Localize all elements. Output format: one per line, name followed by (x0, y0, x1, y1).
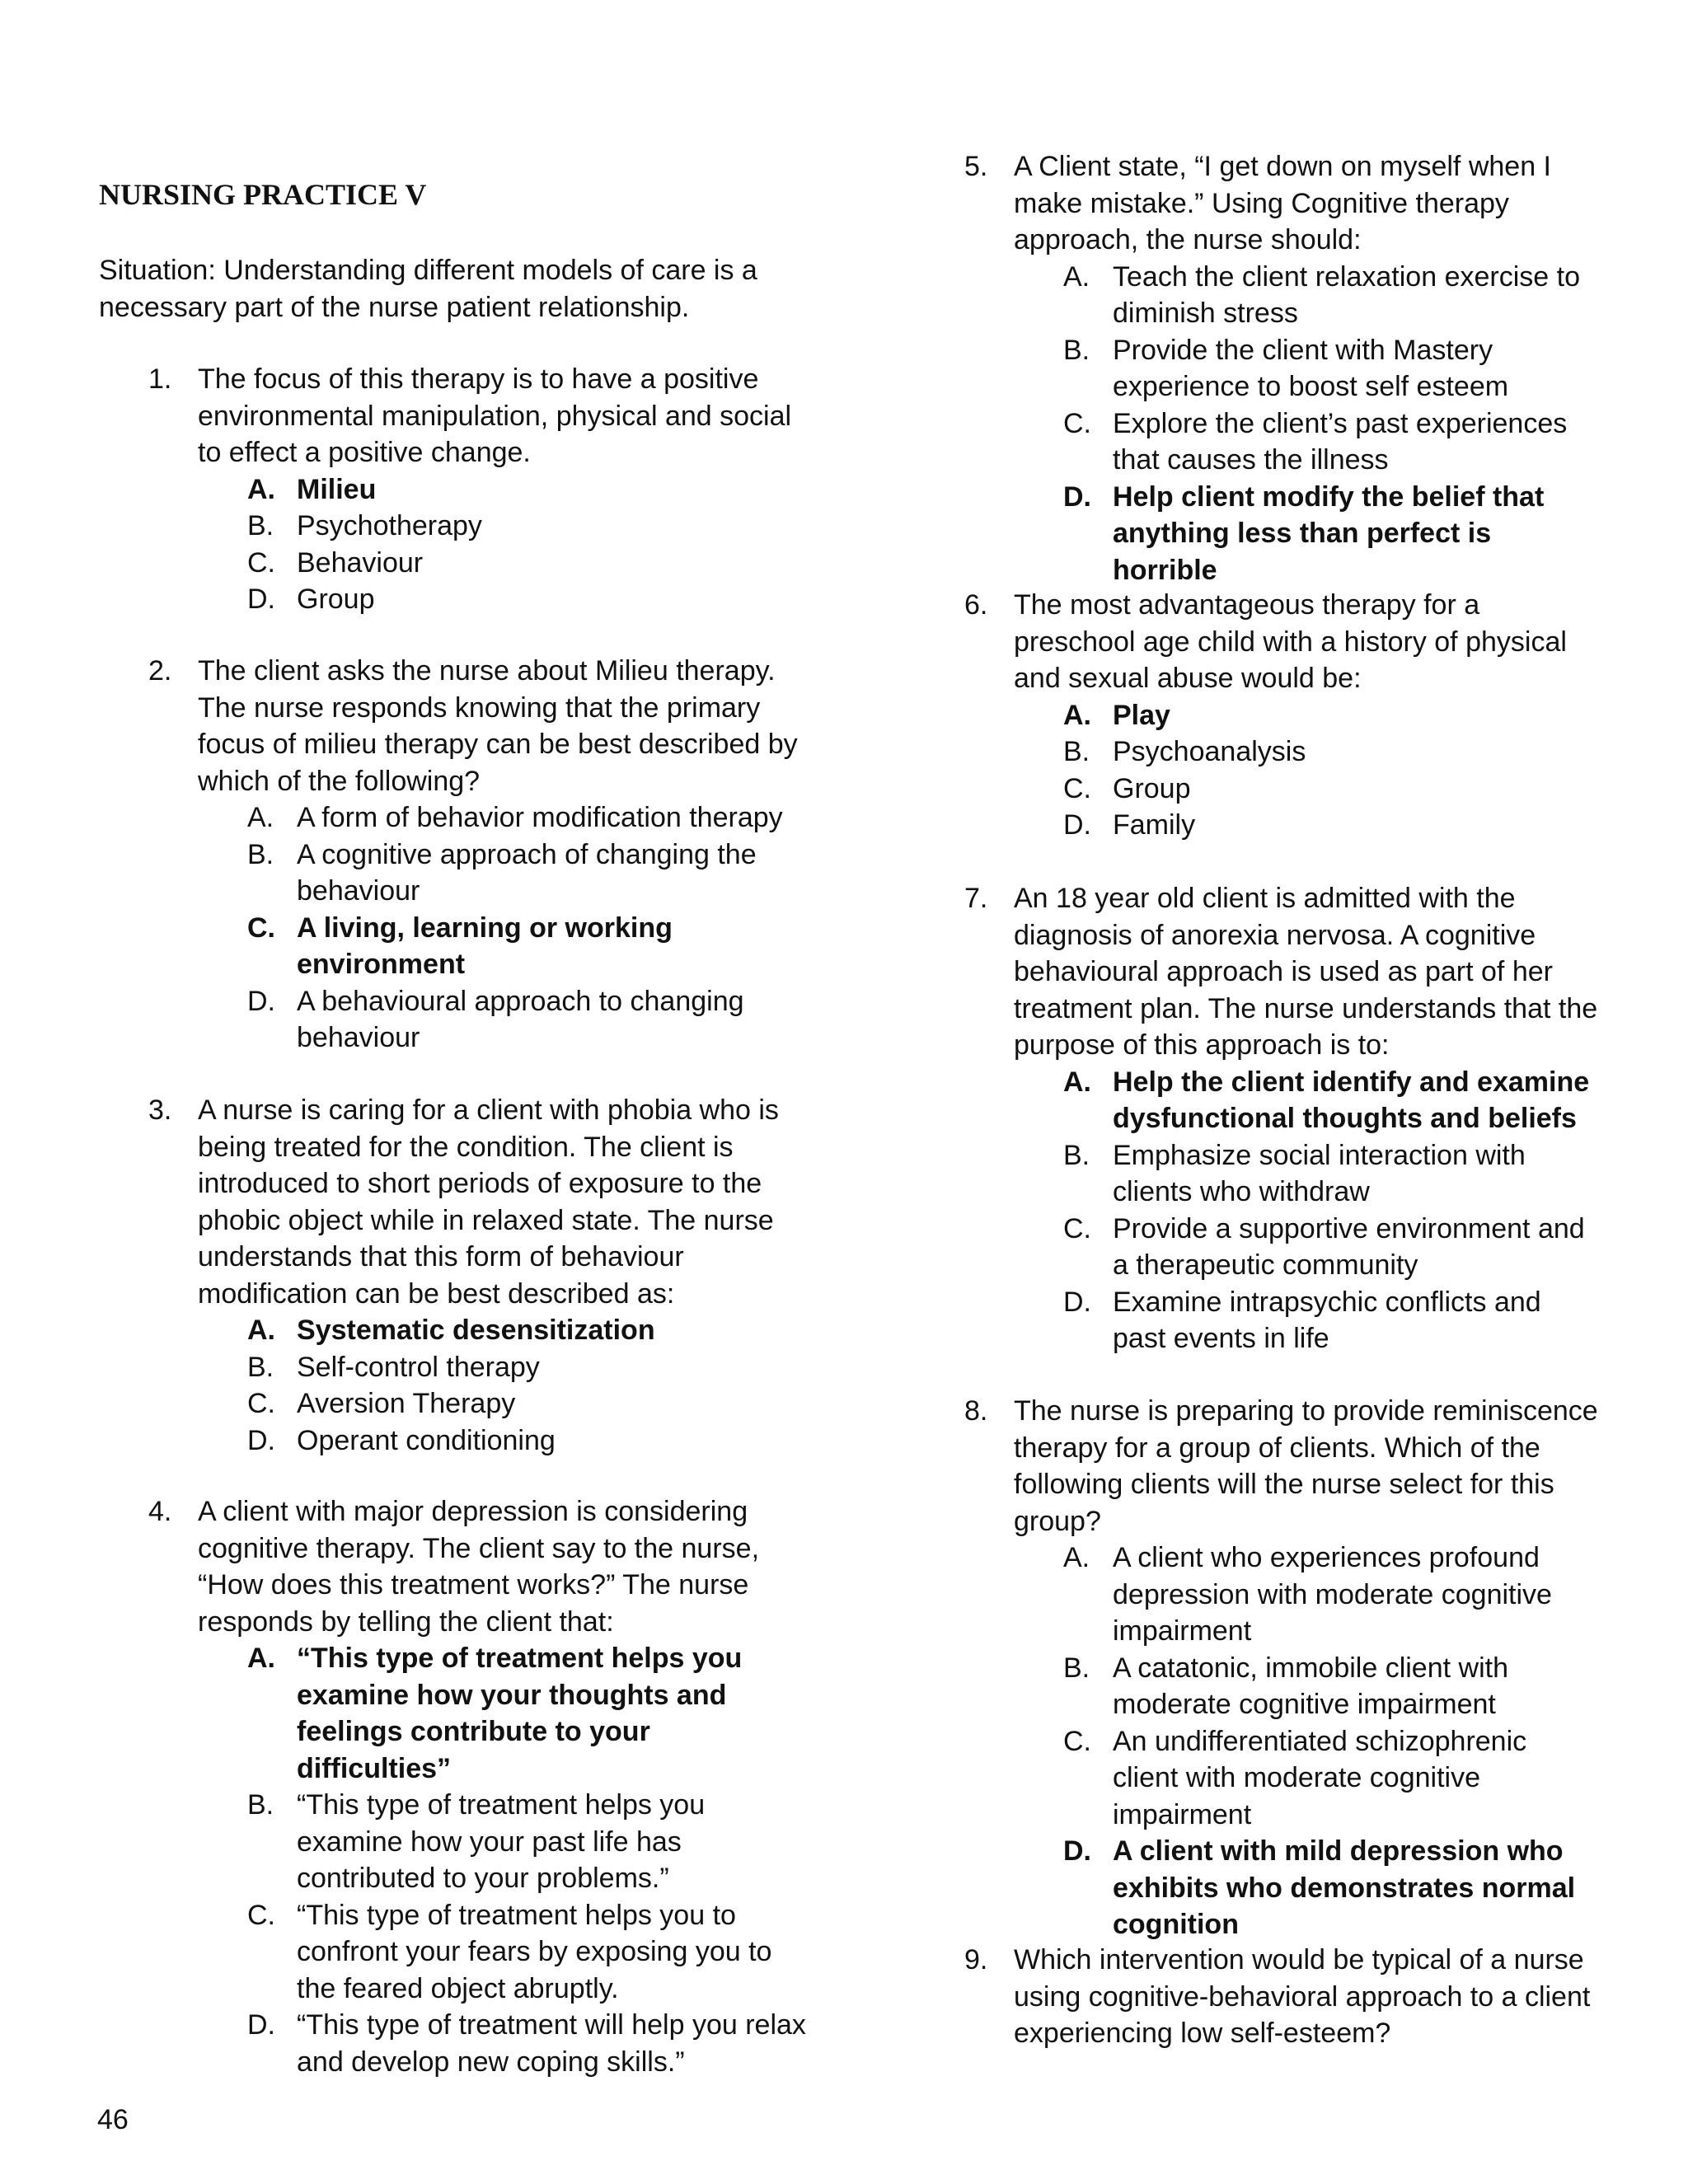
question-stem: Which intervention would be typical of a nurse using cognitive-behavioral approach to a client experiencing low self-esteem? (1014, 1944, 1591, 2049)
choice-text: Aversion Therapy (297, 1388, 516, 1419)
choice-list (1014, 1064, 1599, 1357)
choice-text: An undifferentiated schizophrenic client with moderate cognitive impairment (1113, 1725, 1527, 1830)
question-stem: The client asks the nurse about Milieu therapy. The nurse responds knowing that the primary focus of milieu therapy can be best described by which of the following? (198, 655, 798, 797)
choice (1063, 771, 1599, 808)
choice-text: Systematic desensitization (297, 1315, 655, 1346)
choice-letter: B. (247, 838, 274, 870)
choice-correct (247, 910, 808, 983)
choice-letter: D. (247, 2009, 275, 2041)
choice-letter: C. (247, 1899, 275, 1931)
choice-list (198, 1640, 808, 2080)
choice-letter: A. (247, 802, 274, 833)
choice-letter: D. (247, 583, 275, 615)
choice-text: Explore the client’s past experiences that causes the illness (1113, 407, 1568, 476)
choice (247, 545, 808, 582)
choice-text: Behaviour (297, 546, 424, 579)
question-2 (99, 653, 808, 1057)
choice-letter: B. (1063, 334, 1090, 366)
choice-letter: A. (247, 1315, 275, 1346)
choice (1063, 332, 1599, 405)
question-number: 9. (964, 1944, 988, 1975)
choice-letter: D. (1063, 809, 1091, 841)
choice (1063, 405, 1599, 479)
choice-list (1014, 697, 1599, 844)
page-number: 46 (97, 2104, 129, 2135)
choice-text: Emphasize social interaction with clients who withdraw (1113, 1139, 1526, 1207)
question-stem: A nurse is caring for a client with phobia who is being treated for the condition. The client is introduced to short periods of exposure to the phobic object while in relaxed state. The nurse understands that this form of behaviour modification can be best described as: (198, 1094, 779, 1310)
choice-letter: D. (1063, 480, 1091, 513)
choice-text: A behavioural approach to changing behaviour (297, 985, 744, 1053)
choice-correct (1063, 1064, 1599, 1137)
question-stem: A Client state, “I get down on myself when I make mistake.” Using Cognitive therapy approach, the nurse should: (1014, 151, 1551, 255)
choice (1063, 1211, 1599, 1284)
choice (1063, 1650, 1599, 1723)
choice-letter: C. (247, 1388, 275, 1419)
choice-letter: A. (247, 473, 275, 505)
choice-text: A client who experiences profound depression with moderate cognitive impairment (1113, 1542, 1552, 1647)
choice-text: Operant conditioning (297, 1424, 556, 1456)
choice-correct (247, 471, 808, 509)
choice-letter: C. (247, 546, 275, 579)
choice-text: A cognitive approach of changing the behaviour (297, 838, 757, 907)
choice (1063, 259, 1599, 332)
question-stem: A client with major depression is considering cognitive therapy. The client say to the nurse, “How does this treatment works?” The nurse responds by telling the client that: (198, 1496, 760, 1638)
choice-list (1014, 1540, 1599, 1943)
question-number: 4. (148, 1496, 172, 1527)
choice-text: Family (1113, 809, 1196, 841)
choice (247, 1897, 808, 2008)
question-5 (915, 148, 1599, 588)
choice-letter: C. (1063, 772, 1091, 804)
choice (1063, 733, 1599, 771)
question-number: 2. (148, 655, 172, 687)
choice-text: Provide the client with Mastery experience to boost self esteem (1113, 334, 1509, 402)
choice (247, 1422, 808, 1460)
choice (1063, 1137, 1599, 1211)
choice-text: A living, learning or working environment (297, 912, 673, 980)
choice (247, 799, 808, 837)
choice (247, 581, 808, 618)
choice-text: A catatonic, immobile client with moderate cognitive impairment (1113, 1652, 1508, 1720)
choice-correct (1063, 1833, 1599, 1943)
choice-letter: A. (1063, 1542, 1090, 1573)
choice-text: “This type of treatment helps you examine how your past life has contributed to your problems.” (297, 1789, 706, 1894)
choice-letter: B. (247, 1351, 274, 1383)
question-6 (915, 587, 1599, 844)
choice-letter: A. (247, 1643, 275, 1674)
choice-correct (1063, 697, 1599, 734)
question-9 (915, 1942, 1599, 2052)
choice-correct (1063, 479, 1599, 589)
choice-text: Group (1113, 772, 1191, 804)
choice-letter: B. (247, 510, 274, 541)
choice-text: Provide a supportive environment and a therapeutic community (1113, 1212, 1585, 1281)
choice (247, 2007, 808, 2080)
choice-text: A client with mild depression who exhibits who demonstrates normal cognition (1113, 1835, 1576, 1940)
choice-list (198, 471, 808, 618)
choice-text: Self-control therapy (297, 1351, 540, 1383)
choice-text: “This type of treatment helps you to confront your fears by exposing you to the feared object abruptly. (297, 1899, 772, 2004)
choice-letter: B. (247, 1789, 274, 1821)
question-stem: An 18 year old client is admitted with the diagnosis of anorexia nervosa. A cognitive behavioural approach is used as part of her treatment plan. The nurse understands that the purpose of this approach is to: (1014, 883, 1598, 1061)
choice-letter: A. (1063, 1066, 1091, 1098)
choice-list (198, 1312, 808, 1459)
page-title: NURSING PRACTICE V (99, 178, 427, 211)
choice-letter: B. (1063, 1652, 1090, 1684)
situation-text: Situation: Understanding different models of care is a necessary part of the nurse patient relationship. (99, 255, 757, 323)
choice-letter: B. (1063, 736, 1090, 767)
choice-letter: C. (1063, 1212, 1091, 1244)
choice-letter: D. (1063, 1286, 1091, 1318)
choice-letter: A. (1063, 699, 1091, 731)
choice-text: Psychotherapy (297, 510, 482, 541)
choice (1063, 1284, 1599, 1357)
choice-letter: D. (1063, 1835, 1091, 1867)
question-stem: The focus of this therapy is to have a positive environmental manipulation, physical and social to effect a positive change. (198, 363, 792, 468)
choice (247, 983, 808, 1057)
choice-text: Play (1113, 699, 1170, 731)
question-8 (915, 1393, 1599, 1943)
choice-list (198, 799, 808, 1057)
choice-correct (247, 1312, 808, 1349)
choice-correct (247, 1640, 808, 1787)
choice (1063, 1723, 1599, 1834)
question-number: 7. (964, 883, 988, 914)
choice-text: Help the client identify and examine dysfunctional thoughts and beliefs (1113, 1066, 1590, 1134)
choice-letter: D. (247, 1424, 275, 1456)
question-3 (99, 1092, 808, 1459)
question-4 (99, 1493, 808, 2080)
choice-text: Psychoanalysis (1113, 736, 1306, 767)
question-stem: The nurse is preparing to provide reminiscence therapy for a group of clients. Which of the following clients will the nurse select for this group? (1014, 1395, 1598, 1537)
choice (1063, 807, 1599, 844)
choice-text: Milieu (297, 473, 377, 505)
choice (247, 1349, 808, 1386)
choice-text: Examine intrapsychic conflicts and past events in life (1113, 1286, 1541, 1354)
choice-letter: A. (1063, 260, 1090, 293)
question-stem: The most advantageous therapy for a preschool age child with a history of physical and sexual abuse would be: (1014, 589, 1567, 694)
choice-letter: C. (1063, 1725, 1091, 1757)
choice-text: A form of behavior modification therapy (297, 802, 783, 833)
choice-text: “This type of treatment helps you examine how your thoughts and feelings contribute to your difficulties” (297, 1643, 743, 1784)
question-7 (915, 880, 1599, 1357)
choice (247, 1787, 808, 1897)
question-number: 8. (964, 1395, 988, 1427)
choice-text: Group (297, 583, 375, 615)
choice (247, 837, 808, 910)
choice-list (1014, 259, 1599, 589)
question-number: 3. (148, 1094, 172, 1126)
choice-letter: C. (247, 912, 275, 944)
choice-letter: C. (1063, 407, 1091, 439)
choice-text: “This type of treatment will help you relax and develop new coping skills.” (297, 2009, 806, 2078)
question-number: 5. (964, 151, 988, 182)
question-1 (99, 361, 808, 618)
choice (247, 508, 808, 545)
question-number: 6. (964, 589, 988, 621)
choice (1063, 1540, 1599, 1650)
question-number: 1. (148, 363, 172, 395)
choice-text: Help client modify the belief that anything less than perfect is horrible (1113, 480, 1545, 586)
choice-letter: D. (247, 985, 275, 1017)
choice-letter: B. (1063, 1139, 1090, 1171)
choice-text: Teach the client relaxation exercise to diminish stress (1113, 260, 1580, 329)
choice (247, 1385, 808, 1422)
